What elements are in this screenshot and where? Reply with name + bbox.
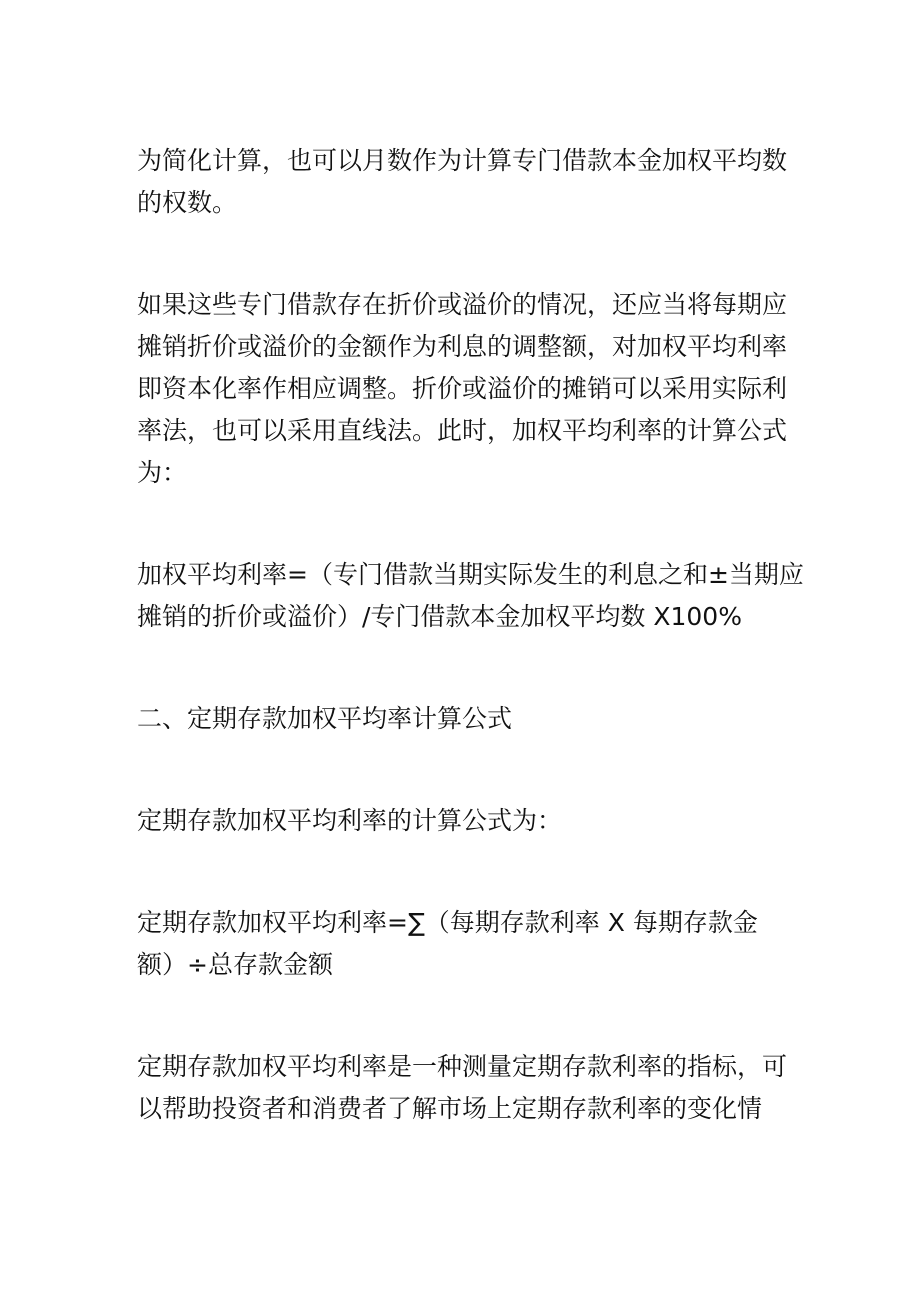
- paragraph-gap: [137, 842, 797, 902]
- text-line: 额）÷总存款金额: [137, 950, 333, 979]
- paragraph-gap: [137, 494, 797, 554]
- paragraph-gap: [137, 740, 797, 800]
- heading-text: 二、定期存款加权平均率计算公式: [137, 704, 513, 733]
- paragraph-gap: [137, 224, 797, 284]
- section-heading: [137, 698, 797, 740]
- text-line: 以帮助投资者和消费者了解市场上定期存款利率的变化情: [137, 1094, 763, 1123]
- document-body: [137, 140, 804, 1130]
- text-line: 如果这些专门借款存在折价或溢价的情况，还应当将每期应: [137, 290, 788, 319]
- text-line: 定期存款加权平均利率是一种测量定期存款利率的指标，可: [137, 1052, 788, 1081]
- paragraph-deposit-explanation: [137, 1046, 797, 1130]
- paragraph-gap: [137, 986, 797, 1046]
- paragraph-gap: [137, 638, 797, 698]
- text-line: 率法，也可以采用直线法。此时，加权平均利率的计算公式: [137, 416, 788, 445]
- text-line: 即资本化率作相应调整。折价或溢价的摊销可以采用实际利: [137, 374, 788, 403]
- text-line: 摊销的折价或溢价）/专门借款本金加权平均数 X100%: [137, 602, 742, 631]
- text-line: 定期存款加权平均利率的计算公式为：: [137, 806, 563, 835]
- text-line: 加权平均利率=（专门借款当期实际发生的利息之和±当期应: [137, 560, 804, 589]
- paragraph-formula-weighted-rate: [137, 554, 804, 638]
- text-line: 摊销折价或溢价的金额作为利息的调整额，对加权平均利率: [137, 332, 788, 361]
- paragraph-weight-note: [137, 140, 797, 224]
- paragraph-discount-premium: [137, 284, 797, 494]
- text-line: 为：: [137, 458, 188, 487]
- paragraph-deposit-formula: [137, 902, 797, 986]
- text-line: 的权数。: [137, 188, 238, 217]
- paragraph-formula-intro: [137, 800, 797, 842]
- text-line: 为简化计算，也可以月数作为计算专门借款本金加权平均数: [137, 146, 788, 175]
- text-line: 定期存款加权平均利率=∑（每期存款利率 X 每期存款金: [137, 908, 758, 937]
